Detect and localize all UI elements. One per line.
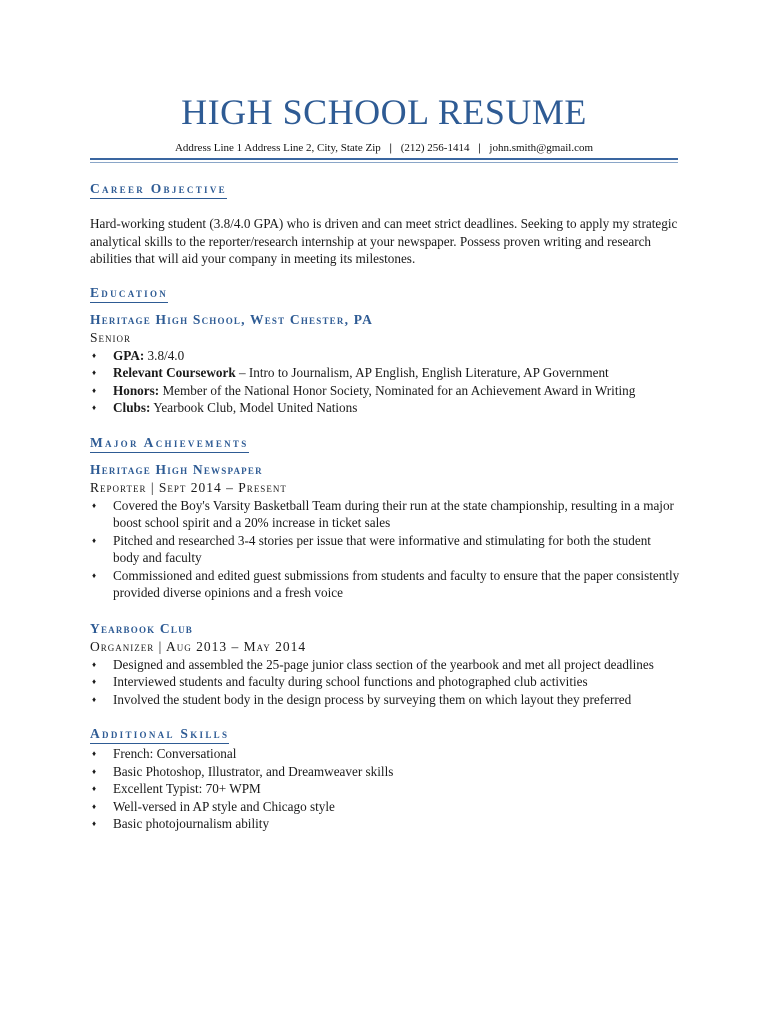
- list-item: ♦ Basic photojournalism ability: [90, 815, 680, 833]
- achievements-heading: Major Achievements: [90, 434, 249, 453]
- list-item: ♦ Clubs: Yearbook Club, Model United Nations: [90, 399, 680, 417]
- list-item: ♦ Pitched and researched 3-4 stories per issue that were informative and stimulating for both the student body and faculty: [90, 532, 680, 567]
- list-item: ♦ GPA: 3.8/4.0: [90, 347, 680, 365]
- phone: (212) 256-1414: [400, 142, 470, 154]
- role-line: Organizer | Aug 2013 – May 2014: [90, 638, 307, 654]
- header-rule: [90, 158, 678, 160]
- skills-list: [90, 745, 680, 833]
- list-item: ♦ Involved the student body in the design process by surveying them on which layout they preferred: [90, 691, 680, 709]
- org-name: Yearbook Club: [90, 620, 193, 636]
- achievement-list: [90, 497, 680, 602]
- list-item: ♦ Basic Photoshop, Illustrator, and Dreamweaver skills: [90, 763, 680, 781]
- list-item: ♦ Well-versed in AP style and Chicago style: [90, 798, 680, 816]
- education-level: Senior: [90, 329, 132, 345]
- list-item: ♦ Covered the Boy's Varsity Basketball Team during their run at the state championship, resulting in a major boost school spirit and a 20% increase in ticket sales: [90, 497, 680, 532]
- education-list: [90, 347, 680, 417]
- resume-title: HIGH SCHOOL RESUME: [181, 92, 587, 132]
- list-item: ♦ Commissioned and edited guest submissions from students and faculty to ensure that the paper consistently provided diverse opinions and a fresh voice: [90, 567, 680, 602]
- skills-section: [90, 725, 680, 833]
- list-item: ♦ Designed and assembled the 25-page junior class section of the yearbook and met all project deadlines: [90, 656, 680, 674]
- list-item: ♦ Excellent Typist: 70+ WPM: [90, 780, 680, 798]
- org-name: Heritage High Newspaper: [90, 461, 263, 477]
- address: Address Line 1 Address Line 2, City, State Zip: [174, 142, 381, 154]
- list-item: ♦ Honors: Member of the National Honor Society, Nominated for an Achievement Award in Writing: [90, 382, 680, 400]
- achievements-section: [90, 434, 680, 709]
- list-item: ♦ French: Conversational: [90, 745, 680, 763]
- resume-content: [90, 180, 680, 833]
- achievement-list: [90, 656, 680, 709]
- objective-section: [90, 180, 680, 268]
- role-line: Reporter | Sept 2014 – Present: [90, 479, 287, 495]
- list-item: ♦ Relevant Coursework – Intro to Journalism, AP English, English Literature, AP Government: [90, 364, 680, 382]
- email: john.smith@gmail.com: [489, 142, 594, 154]
- separator: |: [389, 142, 392, 154]
- separator: |: [478, 142, 481, 154]
- education-heading: Education: [90, 284, 168, 303]
- objective-text: Hard-working student (3.8/4.0 GPA) who is driven and can meet strict deadlines. Seeking to apply my strategic analytical skills to the reporter/research internship at your newspaper. Possess proven writing and research abilities that will aid your company in meeting its milestones.: [90, 216, 678, 266]
- school-name: Heritage High School, West Chester, PA: [90, 311, 374, 327]
- objective-heading: Career Objective: [90, 180, 227, 199]
- education-section: [90, 284, 680, 417]
- list-item: ♦ Interviewed students and faculty during school functions and photographed club activities: [90, 673, 680, 691]
- header-rule-thin: [90, 162, 678, 163]
- contact-line: [0, 141, 768, 155]
- skills-heading: Additional Skills: [90, 725, 229, 744]
